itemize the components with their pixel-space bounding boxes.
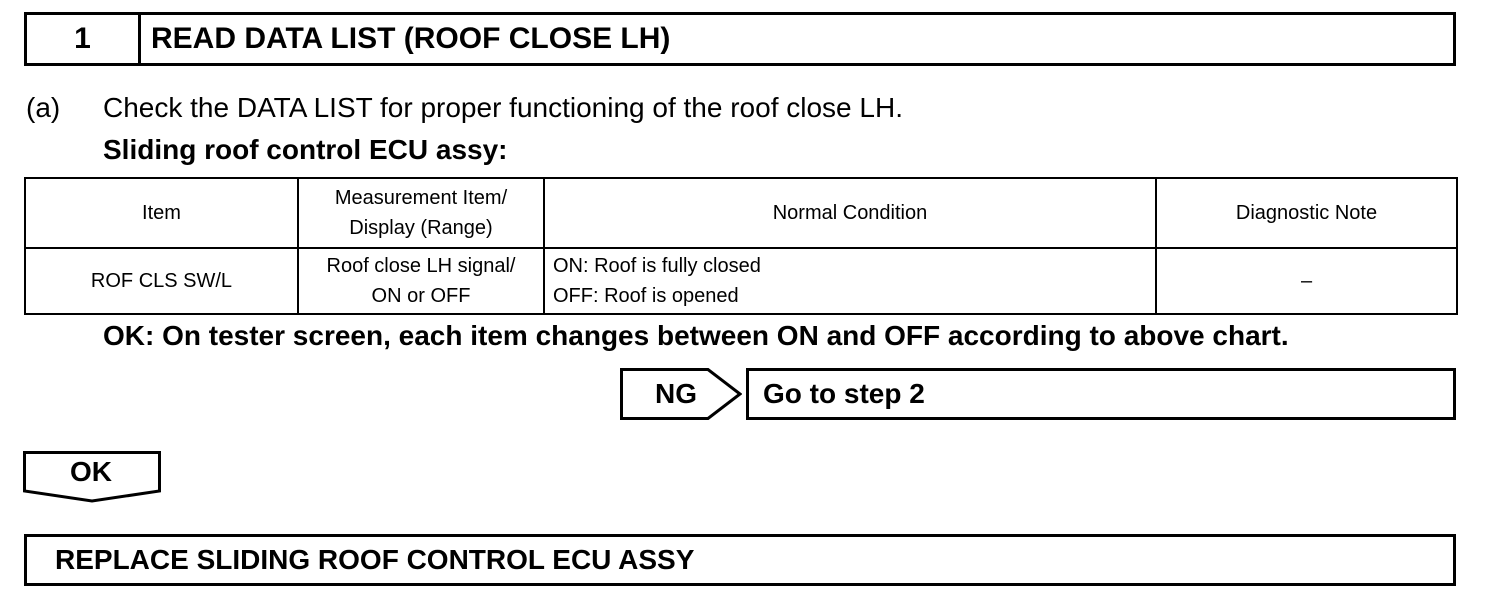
cell-normal-condition: ON: Roof is fully closed OFF: Roof is opened <box>544 248 1156 314</box>
final-action: REPLACE SLIDING ROOF CONTROL ECU ASSY <box>24 534 1456 586</box>
header-diagnostic-note: Diagnostic Note <box>1156 178 1457 248</box>
step-number: 1 <box>27 15 141 63</box>
header-measurement: Measurement Item/ Display (Range) <box>298 178 544 248</box>
go-to-step-link[interactable]: Go to step 2 <box>746 368 1456 420</box>
step-title: READ DATA LIST (ROOF CLOSE LH) <box>151 22 671 55</box>
substep-label: (a) <box>26 92 61 123</box>
substep-text: Check the DATA LIST for proper functioning of the roof close LH. <box>103 92 903 123</box>
cell-diagnostic-note: – <box>1156 248 1457 314</box>
header-item: Item <box>25 178 298 248</box>
ok-label: OK <box>70 456 112 487</box>
ng-label: NG <box>655 378 697 409</box>
data-list-table <box>24 177 1458 315</box>
cell-item: ROF CLS SW/L <box>25 248 298 314</box>
step-header <box>24 12 1456 66</box>
ok-criteria: OK: On tester screen, each item changes between ON and OFF according to above chart. <box>103 320 1289 351</box>
table-row <box>25 248 1457 314</box>
cell-measurement: Roof close LH signal/ ON or OFF <box>298 248 544 314</box>
header-normal-condition: Normal Condition <box>544 178 1156 248</box>
ecu-label: Sliding roof control ECU assy: <box>103 134 508 165</box>
table-header-row <box>25 178 1457 248</box>
